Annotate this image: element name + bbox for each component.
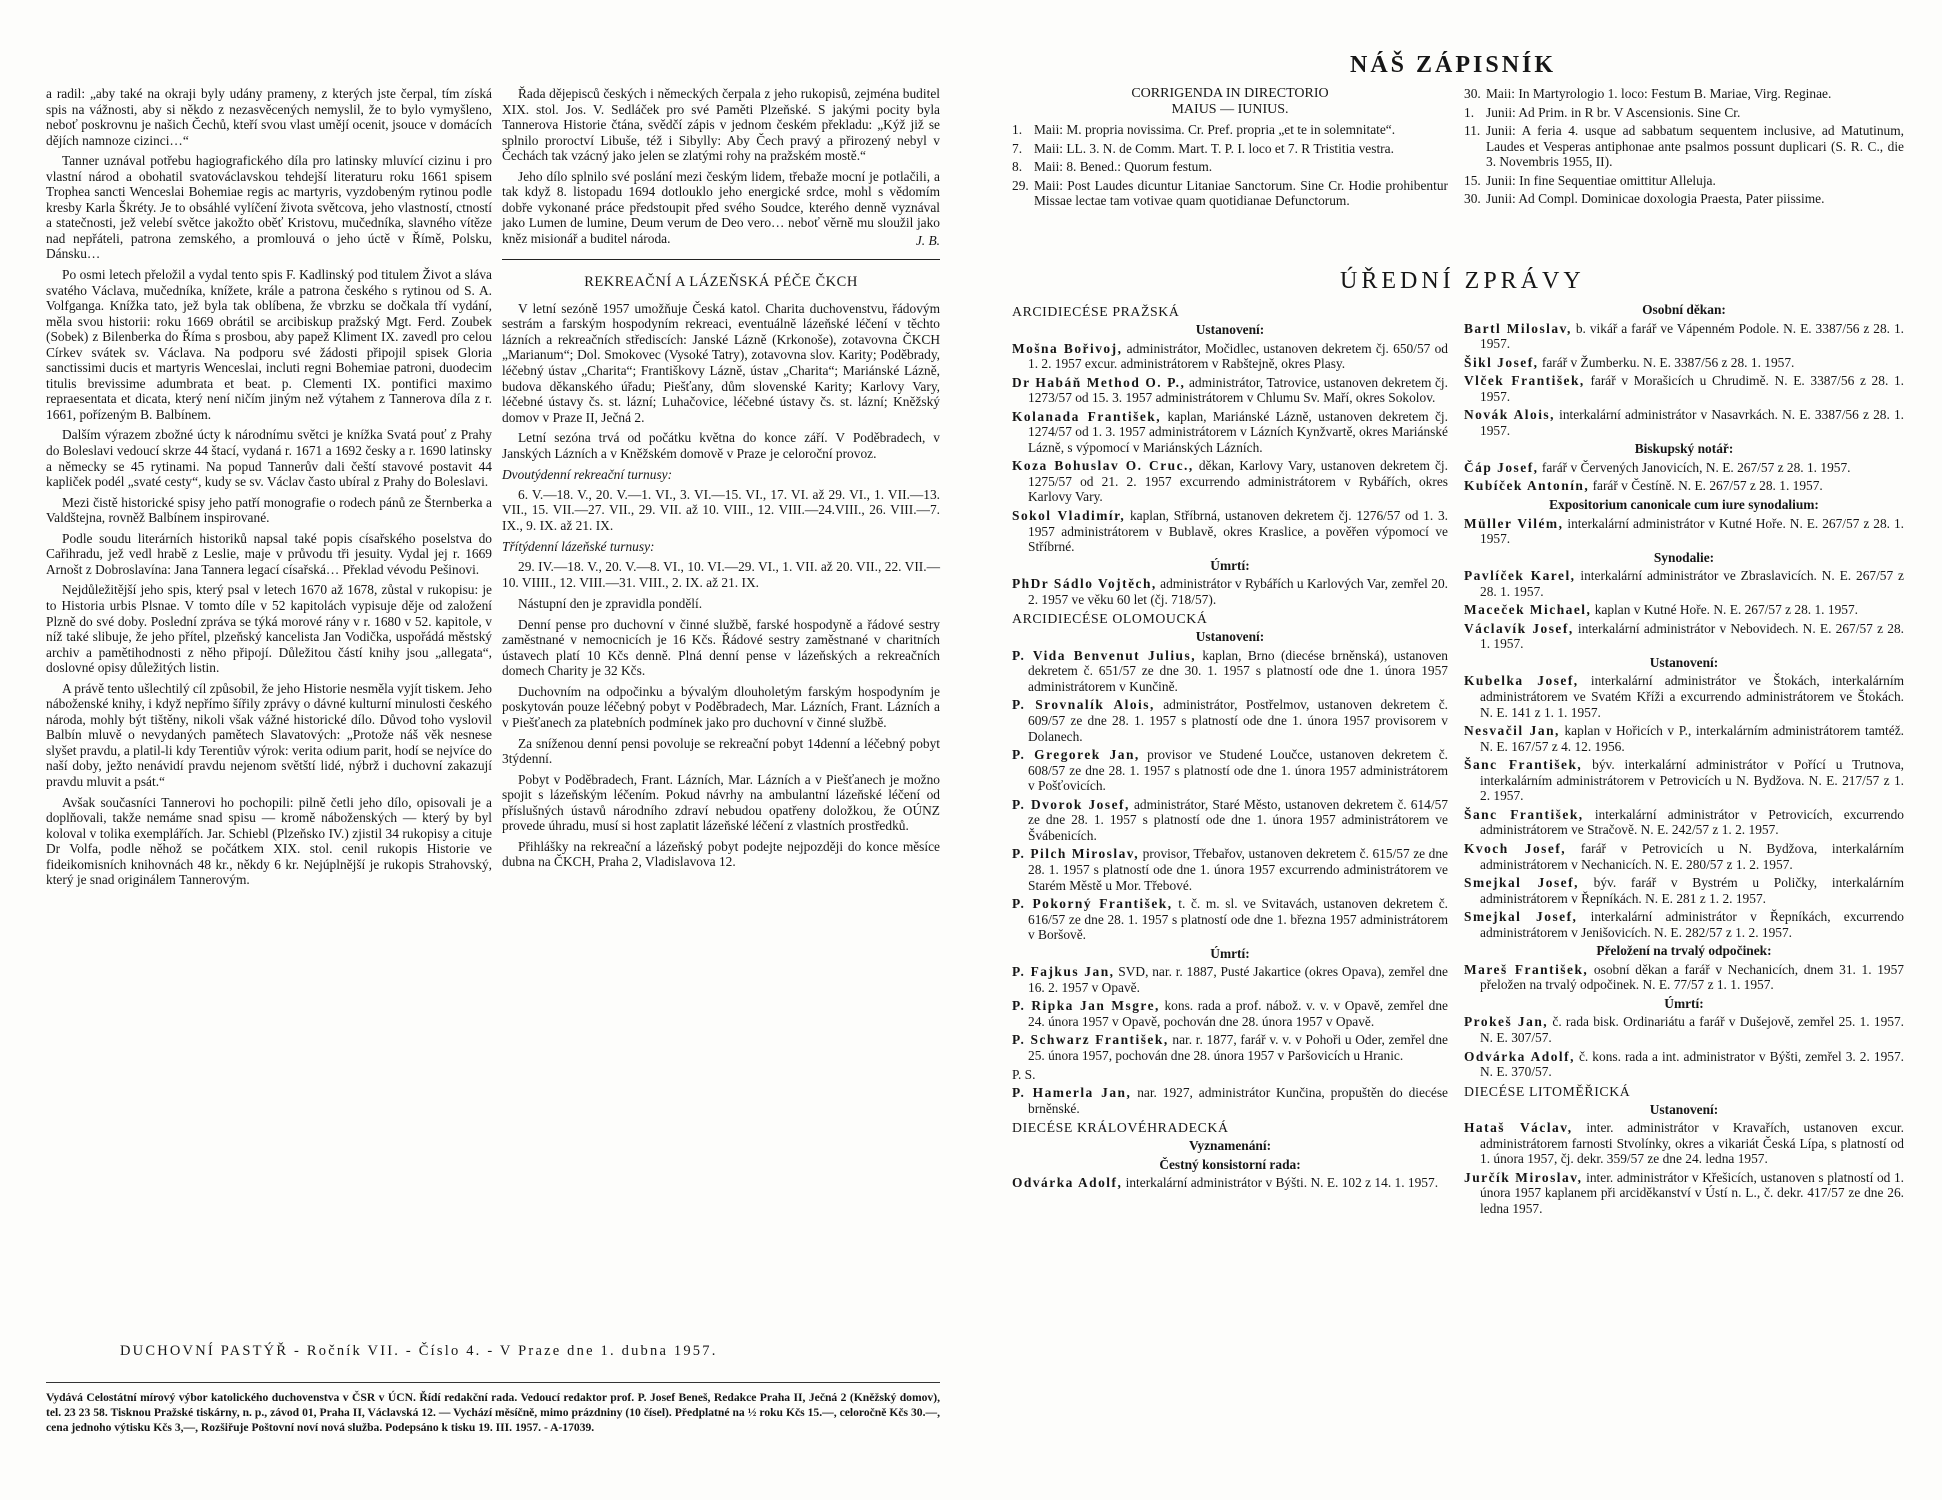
paragraph: a radil: „aby také na okraji byly udány prameny, z kterých jste čerpal, tím získá spis na vážnosti, aby si někdo z nezasvěcených nemyslil, že to bylo vymyšleno, neboť poskrovnu je našich Čechů, kteří svou vlast umějí ocenit, jsouce v domácích dějích namnoze cizinci…“	[46, 86, 492, 148]
subheading: Úmrtí:	[1664, 995, 1704, 1011]
section-title: ÚŘEDNÍ ZPRÁVY	[1340, 268, 1585, 294]
person-name: Prokeš Jan,	[1464, 1014, 1549, 1030]
person-name: Odvárka Adolf,	[1012, 1175, 1123, 1191]
entry-list	[1012, 576, 1448, 607]
corrigenda-item	[1012, 141, 1448, 157]
entry-list	[1012, 964, 1448, 1063]
paragraph: Denní pense pro duchovní v činné službě, farské hospodyně a řádové sestry zaměstnané v nemocnicích je 16 Kčs. Řádové sestry zaměstnané v charitních ústavech platí 10 Kčs denně. Plná denní pense v lázeňských a rekreačních domech Charity je 32 Kčs.	[502, 616, 940, 679]
article-column-1	[46, 86, 492, 893]
person-name: P. Ripka Jan Msgre,	[1012, 998, 1160, 1014]
masthead: DUCHOVNÍ PASTÝŘ - Ročník VII. - Číslo 4. - V Praze dne 1. dubna 1957.	[120, 1343, 718, 1359]
corrigenda-text: Maii: 8. Bened.: Quorum festum.	[1034, 159, 1213, 175]
entry-text: administrátor, Postřelmov, ustanoven dekretem č. 609/57 ze dne 28. 1. 1957 s platností ode dne 1. února 1957 provisorem v Dolanech.	[1028, 697, 1448, 744]
person-name: Sokol Vladimír,	[1012, 508, 1126, 524]
section-divider	[502, 259, 940, 260]
personnel-entry	[1464, 807, 1904, 838]
entry-list	[1464, 568, 1904, 652]
personnel-entry	[1464, 516, 1904, 547]
personnel-entry	[1464, 909, 1904, 940]
diocese-heading: DIECÉSE LITOMĚŘICKÁ	[1464, 1083, 1631, 1099]
corrigenda-text: Junii: Ad Compl. Dominicae doxologia Praesta, Pater piissime.	[1486, 191, 1825, 207]
entry-text: farář v Morašicích u Chrudimě. N. E. 3387/56 z 28. 1. 1957.	[1480, 373, 1904, 404]
person-name: Dr Habáň Method O. P.,	[1012, 374, 1186, 390]
entry-text: nar. 1927, administrátor Kunčina, propuštěn do diecése brněnské.	[1028, 1085, 1448, 1116]
person-name: Smejkal Josef,	[1464, 909, 1578, 925]
subheading: Ustanovení:	[1649, 1101, 1719, 1117]
entry-text: farář v Petrovicích u N. Bydžova, interkalárním administrátorem v Nechanicích. N. E. 280/57 z 1. 2. 1957.	[1480, 840, 1904, 872]
author-signature: J. B.	[915, 233, 940, 249]
personnel-entry	[1464, 723, 1904, 754]
subheading: Synodalie:	[1653, 549, 1715, 565]
diocese-heading: DIECÉSE KRÁLOVÉHRADECKÁ	[1012, 1120, 1229, 1136]
personnel-entry	[1012, 896, 1448, 943]
corrigenda-text: Junii: Ad Prim. in R br. V Ascensionis. Sine Cr.	[1486, 104, 1741, 120]
subheading: Expositorium canonicale cum iure synodalium:	[1549, 497, 1819, 513]
person-name: PhDr Sádlo Vojtěch,	[1012, 576, 1157, 592]
entry-text: kons. rada a prof. nábož. v. v. v Opavě, zemřel dne 24. února 1957 v Opavě, pochován dne 28. února 1957 v Opavě.	[1028, 998, 1448, 1029]
person-name: Müller Vilém,	[1464, 515, 1564, 531]
person-name: Jurčík Miroslav,	[1464, 1169, 1583, 1185]
entry-list	[1464, 516, 1904, 547]
section-title: REKREAČNÍ A LÁZEŇSKÁ PÉČE ČKCH	[584, 274, 858, 291]
entry-text: inter. administrátor v Kravařích, ustanoven excur. administrátorem farnosti Stvolínky, okres a vikariát Česká Lípa, s platností od 1. února 1957, čj. dekr. 359/57 ze dne 24. ledna 1957.	[1480, 1120, 1904, 1167]
personnel-entry	[1012, 648, 1448, 695]
person-name: Koza Bohuslav O. Cruc.,	[1012, 458, 1194, 474]
corrigenda-day: 30.	[1464, 86, 1481, 101]
person-name: Kubíček Antonín,	[1464, 478, 1590, 494]
personnel-entry	[1464, 321, 1904, 352]
subheading: Úmrtí:	[1210, 945, 1250, 961]
paragraph: Podle soudu literárních historiků napsal také popis císařského poselstva do Cařihradu, jež vedl hrabě z Leslie, maje v průvodu tři jesuity. Vydal jej r. 1669 Arnošt z Dobroslavína: Jana Tannera legací císařská… Překlad vévodu Pešinovi.	[46, 530, 492, 577]
corrigenda-item	[1464, 173, 1904, 189]
person-name: Bartl Miloslav,	[1464, 320, 1572, 336]
personnel-entry	[1012, 797, 1448, 844]
person-name: Mareš František,	[1464, 961, 1589, 977]
personnel-entry	[1012, 1032, 1448, 1063]
subheading: Dvoutýdenní rekreační turnusy:	[502, 467, 673, 483]
person-name: Pavlíček Karel,	[1464, 568, 1576, 584]
paragraph: Tanner uznával potřebu hagiografického díla pro latinsky mluvící cizinu i pro vlastní národ a obohatil svatováclavskou tehdejší literaturu roku 1661 spisem Trophea sancti Wenceslai Bohemiae regis ac martyris, vyzdobeným rytinou podle kresby Karla Škréty. Je to obsáhlé vylíčení života světcova, jeho vlastností, ctností a statečnosti, jež velebí světce jakožto oběť Kristovu, mučedníka, slavného vítěze nad nepřáteli, patrona zemského, a promlouvá o jeho úctě v Římě, Polsku, Dánsku…	[46, 153, 492, 262]
person-name: P. Pilch Miroslav,	[1012, 846, 1140, 862]
paragraph: Za sníženou denní pensi povoluje se rekreační pobyt 14denní a léčebný pobyt 3týdenní.	[502, 735, 940, 767]
person-name: P. Pokorný František,	[1012, 896, 1173, 912]
entry-text: inter. administrátor v Křešicích, ustanoven s platností od 1. února 1957 kaplanem při arciděkanství v Ústí n. L., č. dekr. 417/57 ze dne 26. ledna 1957.	[1480, 1169, 1904, 1216]
subheading: Ustanovení:	[1195, 629, 1265, 645]
person-name: P. Srovnalík Alois,	[1012, 697, 1155, 713]
personnel-entry	[1012, 998, 1448, 1029]
paragraph: Pobyt v Poděbradech, Frant. Lázních, Mar. Lázních a v Piešťanech je možno spojit s lázeňským léčením. Pokud návrhy na ambulantní lázeňské léčení od příslušných ústavů národního zdraví nebudou opatřeny doložkou, že OÚNZ provede úhradu, musí si host zaplatit lázeňské léčení z vlastních prostředků.	[502, 771, 940, 834]
news-column-3	[1012, 300, 1448, 1194]
entry-list	[1012, 1085, 1448, 1116]
paragraph: Mezi čistě historické spisy jeho patří monografie o rodech pánů ze Šternberka a Valdštejna, rovněž Balbínem inspirované.	[46, 494, 492, 526]
entry-text: SVD, nar. r. 1887, Pusté Jakartice (okres Opava), zemřel dne 16. 2. 1957 v Opavě.	[1028, 964, 1448, 995]
entry-text: interkalární administrátor v Kutné Hoře. N. E. 267/57 z 28. 1. 1957.	[1480, 515, 1904, 547]
personnel-entry	[1012, 1175, 1448, 1191]
corrigenda-item	[1464, 191, 1904, 207]
entry-list	[1464, 1014, 1904, 1079]
person-name: Čáp Josef,	[1464, 459, 1539, 475]
entry-list	[1012, 648, 1448, 943]
person-name: P. Fajkus Jan,	[1012, 964, 1115, 980]
news-column-4	[1464, 300, 1904, 1219]
corrigenda-text: Maii: M. propria novissima. Cr. Pref. propria „et te in solemnitate“.	[1034, 122, 1396, 138]
corrigenda-day: 15.	[1464, 172, 1481, 188]
entry-text: provisor ve Studené Loučce, ustanoven dekretem č. 608/57 ze dne 28. 1. 1957 s platností ode dne 1. února 1957 administrátorem v Pošťovicích.	[1028, 747, 1448, 794]
corrigenda-day: 1.	[1464, 104, 1475, 120]
corrigenda-day: 11.	[1464, 123, 1481, 139]
entry-text: administrátor, Močidlec, ustanoven dekretem čj. 650/57 od 1. 2. 1957 excur. administrátorem v Rabštejně, okres Plasy.	[1028, 340, 1448, 372]
personnel-entry	[1012, 508, 1448, 555]
personnel-entry	[1464, 407, 1904, 438]
person-name: Hataš Václav,	[1464, 1120, 1573, 1136]
subheading: Ustanovení:	[1195, 322, 1265, 337]
corrigenda-title	[1012, 86, 1448, 118]
corrigenda-right	[1464, 86, 1904, 210]
corrigenda-item	[1012, 178, 1448, 209]
personnel-entry	[1464, 460, 1904, 476]
entry-text: farář v Čestíně. N. E. 267/57 z 28. 1. 1957.	[1589, 478, 1823, 494]
corrigenda-item	[1464, 123, 1904, 170]
personnel-entry	[1464, 1120, 1904, 1167]
imprint: Vydává Celostátní mírový výbor katolického duchovenstva v ČSR v ÚCN. Řídí redakční rada. Vedoucí redaktor prof. P. Josef Beneš, Redakce Praha II, Ječná 2 (Kněžský domov), tel. 23 23 58. Tisknou Pražské tiskárny, n. p., závod 01, Praha II, Václavská 12. — Vychází měsíčně, mimo prázdniny (10 čísel). Předplatné na ½ roku Kčs 15.—, celoročně Kčs 30.—, cena jednoho výtisku Kčs 3,—, Rozšiřuje Poštovní noví nová služba. Podepsáno k tisku 19. III. 1957. - A-17039.	[46, 1391, 940, 1435]
person-name: Václavík Josef,	[1464, 620, 1574, 636]
paragraph: Avšak současníci Tannerovi ho pochopili: pilně četli jeho dílo, opisovali je a doplňovali, takže nemáme snad spisu — kromě náboženských — který by byl koloval v tolika exemplářích. Jar. Schiebl (Plzeňsko IV.) zjistil 34 rukopisy a cituje Dr Volfa, podle něhož se počátkem XIX. stol. cenil rukopis Historie ve fideikomisních knihovnách 48 kr., někdy 6 kr. Nejúplnější je rukopis Strahovský, který je snad originálem Tannerovým.	[46, 794, 492, 888]
personnel-entry	[1012, 846, 1448, 893]
subheading: Biskupský notář:	[1634, 441, 1734, 457]
entry-text: kaplan, Brno (diecése brněnská), ustanoven dekretem č. 651/57 ze dne 30. 1. 1957 s platností ode dne 1. února 1957 administrátorem v Kunčině.	[1028, 647, 1448, 694]
person-name: Kolanada František,	[1012, 408, 1162, 424]
entry-text: interkalární administrátor ve Zbraslavicích. N. E. 267/57 z 28. 1. 1957.	[1480, 568, 1904, 599]
corrigenda-item	[1464, 105, 1904, 121]
corrigenda-list	[1464, 86, 1904, 207]
corrigenda-text: Maii: LL. 3. N. de Comm. Mart. T. P. I. loco et 7. R Tristitia vestra.	[1034, 140, 1394, 156]
person-name: Šanc František,	[1464, 806, 1584, 822]
corrigenda-day: 7.	[1012, 140, 1023, 156]
person-name: Mošna Bořivoj,	[1012, 340, 1123, 356]
corrigenda-day: 30.	[1464, 191, 1481, 207]
entry-list	[1012, 1175, 1448, 1191]
person-name: Novák Alois,	[1464, 407, 1555, 423]
person-name: P. Gregorek Jan,	[1012, 747, 1140, 763]
entry-text: interkalární administrátor v Nasavrkách. N. E. 3387/56 z 28. 1. 1957.	[1480, 407, 1904, 438]
entry-text: b. vikář a farář ve Vápenném Podole. N. E. 3387/56 z 28. 1. 1957.	[1480, 320, 1904, 352]
personnel-entry	[1464, 1014, 1904, 1045]
entry-text: býv. farář v Bystrém u Poličky, interkalárním administrátorem v Řepníkách. N. E. 281 z 1. 2. 1957.	[1480, 875, 1904, 906]
personnel-entry	[1012, 341, 1448, 372]
personnel-entry	[1464, 602, 1904, 618]
personnel-entry	[1464, 373, 1904, 404]
personnel-entry	[1464, 1049, 1904, 1080]
person-name: Nesvačil Jan,	[1464, 723, 1560, 739]
personnel-entry	[1012, 458, 1448, 505]
person-name: P. Dvorok Josef,	[1012, 796, 1130, 812]
corrigenda-title-line: CORRIGENDA IN DIRECTORIO	[1131, 86, 1329, 101]
entry-text: interkalární administrátor v Řepníkách, excurrendo administrátorem v Jenišovicích. N. E. 282/57 z 1. 2. 1957.	[1480, 909, 1904, 940]
person-name: P. Vida Benvenut Julius,	[1012, 647, 1197, 663]
subheading: Osobní děkan:	[1642, 302, 1726, 317]
corrigenda-list	[1012, 122, 1448, 209]
person-name: Šanc František,	[1464, 757, 1583, 773]
person-name: Vlček František,	[1464, 373, 1585, 389]
corrigenda-text: Junii: In fine Sequentiae omittitur Alleluja.	[1486, 172, 1716, 188]
corrigenda-day: 29.	[1012, 177, 1029, 193]
personnel-entry	[1464, 478, 1904, 494]
personnel-entry	[1464, 841, 1904, 872]
paragraph: A právě tento ušlechtilý cíl způsobil, že jeho Historie nesměla vyjít tiskem. Jeho náboženské knihy, i když nepřímo šířily zprávy o dávné kulturní minulosti českého národa, mohly být tištěny, nikoli však vážné historické dílo. Důvod toho vyslovil Balbín mluvě o nevydaných pamětech Slavatových: „Protože náš věk nesnese slyšet pravdu, a platil-li kdy Terentiův výrok: verita odium parit, hodí se nejvíce do naší doby, ježto nenávidí pravdu nejenom světští lidé, nýbrž i duchovní zakazují pravdu mluvit a psát.“	[46, 680, 492, 789]
entry-text: provisor, Třebařov, ustanoven dekretem č. 615/57 ze dne 28. 1. 1957 s platností ode dne 1. února 1957 excurrendo administrátorem ve Starém Městě u Mor. Třebové.	[1028, 846, 1448, 893]
entry-text: kaplan v Kutné Hoře. N. E. 267/57 z 28. 1. 1957.	[1591, 602, 1859, 618]
subheading: Přeložení na trvalý odpočinek:	[1596, 943, 1772, 959]
paragraph: V letní sezóně 1957 umožňuje Česká katol. Charita duchovenstvu, řádovým sestrám a farským hospodyním rekreaci, eventuálně lázeňské léčení v těchto lázních a rekreačních střediscích: Janské Lázně (Krkonoše), zotavovna ČKCH „Marianum“; Dol. Smokovec (Vysoké Tatry), zotavovna slov. Karity; Poděbrady, léčebný ústav „Charita“; Františkovy Lázně, ústav „Charita“; Mariánské Lázně, budova děkanského úřadu; Piešťany, dům slovenské Karity; Karlovy Vary, léčebné ústavy čs. st. lázní; Luhačovice, léčebné ústavy čs. st. lázní; Kněžský domov v Praze II, Ječná 2.	[502, 300, 940, 425]
entry-text: č. rada bisk. Ordinariátu a farář v Dušejově, zemřel 25. 1. 1957. N. E. 307/57.	[1480, 1014, 1904, 1045]
paragraph: Letní sezóna trvá od počátku května do konce září. V Poděbradech, v Janských Lázních a v Kněžském domově v Praze je celoroční provoz.	[502, 430, 940, 461]
entry-text: děkan, Karlovy Vary, ustanoven dekretem čj. 1275/57 od 21. 2. 1957 excurrendo administrátorem v Rybářích, okres Karlovy Vary.	[1028, 458, 1448, 505]
subheading: Čestný konsistorní rada:	[1159, 1156, 1301, 1172]
paragraph: Duchovním na odpočinku a bývalým dlouholetým farským hospodyním je poskytován pouze léčebný pobyt v Poděbradech, Mar. Lázních, Frant. Lázních a v Piešťanech za platebních podmínek jako pro duchovní v činné službě.	[502, 683, 940, 730]
paragraph: Nejdůležitější jeho spis, který psal v letech 1670 až 1678, zůstal v rukopisu: je to Historia urbis Plsnae. V tomto díle v 52 kapitolách vypisuje děje od založení Plzně do své doby. Poslední zpráva se týká morové rány v r. 1680 v 52. kapitole, v níž také slibuje, že jeho přítel, plzeňský kancelista Jan Vodička, uspořádá městský archiv a pamětihodnosti z něho připojí. Důležitou částí knihy jsou „allegata“, doslovné opisy důležitých listin.	[46, 582, 492, 676]
corrigenda-day: 8.	[1012, 159, 1023, 175]
person-name: Smejkal Josef,	[1464, 875, 1579, 891]
person-name: Šikl Josef,	[1464, 354, 1539, 370]
corrigenda-item	[1464, 86, 1904, 102]
paragraph: Přihlášky na rekreační a lázeňský pobyt podejte nejpozději do konce měsíce dubna na ČKCH, Praha 2, Vladislavova 12.	[502, 838, 940, 870]
entry-text: farář v Červených Janovicích, N. E. 267/57 z 28. 1. 1957.	[1538, 459, 1851, 475]
personnel-entry	[1012, 576, 1448, 607]
entry-text: kaplan, Mariánské Lázně, ustanoven dekretem čj. 1274/57 od 1. 3. 1957 administrátorem v Lázních Kynžvartě, okres Mariánské Lázně, s výpomocí v Mariánských Lázních.	[1028, 408, 1448, 455]
personnel-entry	[1464, 757, 1904, 804]
person-name: P. Hamerla Jan,	[1012, 1085, 1132, 1101]
subheading: Ustanovení:	[1649, 654, 1719, 670]
paragraph: Dalším výrazem zbožné úcty k národnímu světci je knížka Svatá pouť z Prahy do Boleslavi vedoucí skrze 44 štací, vydaná r. 1671 a 1692 česky a r. 1690 latinsky a německy se 45 rytinami. Na popud Tannerův dali čeští stavové postavit 44 kapliček podél „svaté cesty“, kudy se sv. Václav často ubíral z Prahy do Boleslavi.	[46, 427, 492, 490]
person-name: P. Schwarz František,	[1012, 1032, 1169, 1048]
personnel-entry	[1464, 568, 1904, 599]
personnel-entry	[1012, 375, 1448, 406]
subheading: Úmrtí:	[1210, 557, 1250, 573]
subheading: Třítýdenní lázeňské turnusy:	[502, 539, 655, 555]
entry-text: interkalární administrátor v Petrovicích, excurrendo administrátorem ve Stračově. N. E. 242/57 z 1. 2. 1957.	[1480, 806, 1905, 838]
personnel-entry	[1012, 409, 1448, 456]
article-column-2	[502, 86, 940, 875]
subheading: Vyznamenání:	[1188, 1138, 1272, 1154]
corrigenda-day: 1.	[1012, 122, 1023, 138]
corrigenda-item	[1012, 122, 1448, 138]
entry-text: nar. r. 1877, farář v. v. v Pohoři u Oder, zemřel dne 25. února 1957, pochován dne 28. února 1957 v Paršovicích u Hranic.	[1028, 1032, 1448, 1063]
corrigenda-text: Maii: In Martyrologio 1. loco: Festum B. Mariae, Virg. Reginae.	[1486, 86, 1832, 101]
personnel-entry	[1012, 964, 1448, 995]
corrigenda-left	[1012, 86, 1448, 212]
turnus-list: 29. IV.—18. V., 20. V.—8. VI., 10. VI.—29. VI., 1. VII. až 20. VII., 22. VII.—10. VIIII., 12. VIII.—31. VIII., 2. IX. až 21. IX.	[502, 559, 940, 590]
corrigenda-text: Maii: Post Laudes dicuntur Litaniae Sanctorum. Sine Cr. Hodie prohibentur Missae lectae tam votivae quam quotidianae Defunctorum.	[1034, 177, 1448, 209]
entry-list	[1464, 962, 1904, 993]
personnel-entry	[1464, 875, 1904, 906]
person-name: Kvoch Josef,	[1464, 840, 1567, 856]
personnel-entry	[1464, 1170, 1904, 1217]
entry-list	[1464, 1120, 1904, 1216]
personnel-entry	[1464, 355, 1904, 371]
entry-text: kaplan, Stříbrná, ustanoven dekretem čj. 1276/57 od 1. 3. 1957 administrátorem v Bublavě, okres Kraslice, a pověřen výpomocí ve Stříbrné.	[1028, 508, 1448, 555]
personnel-entry	[1464, 962, 1904, 993]
person-name: Kubelka Josef,	[1464, 673, 1579, 689]
paragraph: Řada dějepisců českých i německých čerpala z jeho rukopisů, zejména buditel XIX. stol. Jos. V. Sedláček pro své Paměti Plzeňské. S jakými pocity byla Tannerova Historie čtána, svědčí zápis v jednom českém překladu: „Kýž již se splnilo proroctví Libuše, též i Sibylly: Aby Čech pravý a přirozený nebyl v Čechách tak vzácný jako jelen se zlatými rohy na pražském mostě.“	[502, 86, 940, 164]
entry-text: administrátor, Staré Město, ustanoven dekretem č. 614/57 ze dne 28. 1. 1957 s platností ode dne 1. února 1957 administrátorem ve Švábenicích.	[1028, 796, 1448, 843]
entry-text: č. kons. rada a int. administrator v Býšti, zemřel 3. 2. 1957. N. E. 370/57.	[1480, 1048, 1904, 1080]
entry-list	[1464, 321, 1904, 439]
entry-list	[1464, 460, 1904, 494]
personnel-entry	[1012, 697, 1448, 744]
diocese-heading: ARCIDIECÉSE PRAŽSKÁ	[1012, 304, 1180, 319]
entry-text: farář v Žumberku. N. E. 3387/56 z 28. 1. 1957.	[1538, 354, 1795, 370]
corrigenda-title-line: MAIUS — IUNIUS.	[1171, 102, 1289, 118]
page-title: NÁŠ ZÁPISNÍK	[1350, 52, 1557, 78]
footer-divider	[46, 1382, 940, 1383]
entry-text: interkalární administrátor v Býšti. N. E. 102 z 14. 1. 1957.	[1122, 1175, 1439, 1191]
turnus-list: 6. V.—18. V., 20. V.—1. VI., 3. VI.—15. VI., 17. VI. až 29. VI., 1. VII.—13. VII., 15. VII.—27. VII., 29. VII. až 10. VIII., 12. VIII.—24.VIII., 26. VIII.—7. IX., 9. IX. až 21. IX.	[502, 486, 940, 533]
entry-text: interkalární administrátor ve Štokách, interkalárním administrátorem ve Svatém Kříži a excurrendo administrátorem ve Štokách. N. E. 141 z 1. 1. 1957.	[1480, 673, 1904, 720]
personnel-entry	[1012, 1085, 1448, 1116]
paragraph: Jeho dílo splnilo své poslání mezi českým lidem, třebaže mocní je potlačili, a tak když 8. listopadu 1694 dotlouklo jeho energické srdce, mohl s vědomím dobře vykonané práce předstoupit před svého Soudce, kterého denně vyznával jako Lumen de lumine, Deum verum de Deo vero… neboť věrně mu sloužil jako kněz misionář a buditel národa.	[502, 168, 940, 246]
corrigenda-item	[1012, 159, 1448, 175]
corrigenda-text: Junii: A feria 4. usque ad sabbatum sequentem inclusive, ad Matutinum, Laudes et Vesperas antiphonae ante psalmos possunt duplicari (S. R. C., die 3. Novembris 1955, II).	[1486, 123, 1904, 170]
entry-text: administrátor, Tatrovice, ustanoven dekretem čj. 1273/57 od 15. 3. 1957 administrátorem v Chlumu Sv. Maří, okres Sokolov.	[1028, 374, 1448, 406]
paragraph: Po osmi letech přeložil a vydal tento spis F. Kadlinský pod titulem Život a sláva svatého Václava, mučedníka, knížete, krále a patrona českého s rytinou od S. A. Volfganga. Knížka tato, jež byla tak oblíbena, že vbrzku se dočkala tří vydání, měla svou historii: roku 1669 obrátil se arcibiskup pražský Mgt. Ferd. Zoubek (Sobek) z Bilenberka do Říma s prosbou, aby papež Kliment IX. zavedl pro celou Církev svátek sv. Václava. Na podporu své žádosti připojil spisek Gloria sanctissimi ducis et martyris Wenceslai, incluti regni Bohemiae patroni, duodecim titulis brevissime adumbrata et beat. p. Clementi IX. pontifici maximo repraesentata et dicata, který není ničím jiným než výtahem z Tannerova díla z r. 1661, pořízeným B. Balbínem.	[46, 267, 492, 422]
entry-text: kaplan v Hořicích v P., interkalárním administrátorem tamtéž. N. E. 167/57 z 4. 12. 1956.	[1480, 723, 1905, 754]
personnel-entry	[1012, 747, 1448, 794]
entry-text: administrátor v Rybářích u Karlových Var, zemřel 20. 2. 1957 ve věku 60 let (čj. 718/57).	[1028, 576, 1448, 607]
entry-text: osobní děkan a farář v Nechanicích, dnem 31. 1. 1957 přeložen na trvalý odpočinek. N. E. 77/57 z 1. 1. 1957.	[1480, 961, 1904, 993]
personnel-entry	[1464, 673, 1904, 720]
entry-list	[1012, 341, 1448, 555]
person-name: Maceček Michael,	[1464, 602, 1592, 618]
personnel-entry	[1464, 621, 1904, 652]
paragraph: Nástupní den je zpravidla pondělí.	[518, 596, 703, 612]
person-name: Odvárka Adolf,	[1464, 1048, 1575, 1064]
diocese-heading: ARCIDIECÉSE OLOMOUCKÁ	[1012, 611, 1208, 627]
entry-text: býv. interkalární administrátor v Pořící u Trutnova, interkalárním administrátorem v Petrovicích u N. Bydžova. N. E. 217/57 z 1. 2. 1957.	[1480, 757, 1904, 804]
entry-text: interkalární administrátor v Nebovidech. N. E. 267/57 z 28. 1. 1957.	[1480, 620, 1904, 652]
entry-list	[1464, 673, 1904, 940]
entry-text: t. č. m. sl. ve Svitavách, ustanoven dekretem č. 616/57 ze dne 28. 1. 1957 s platností ode dne 1. března 1957 administrátorem v Boršově.	[1028, 896, 1448, 943]
postscript: P. S.	[1012, 1066, 1036, 1082]
